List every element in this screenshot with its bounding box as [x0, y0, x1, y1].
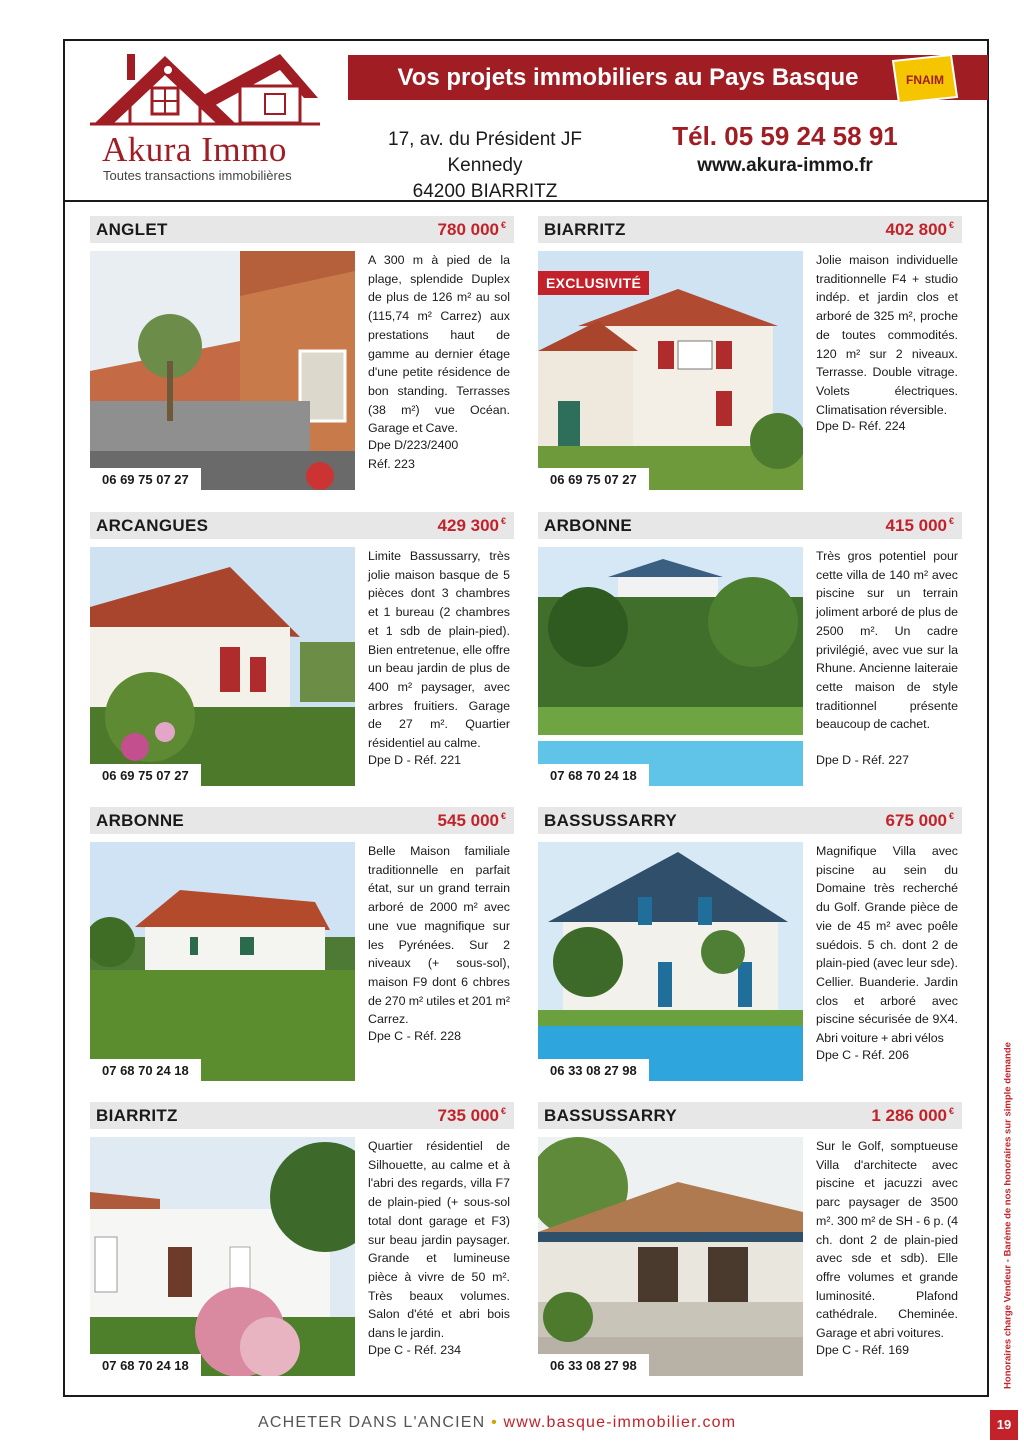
listing-city: ANGLET [96, 220, 168, 239]
listing-dpe: Dpe D/223/2400 [368, 438, 459, 452]
listing-price: 1 286 000 € [871, 1106, 954, 1125]
listing-city: BASSUSSARRY [544, 811, 678, 830]
listing-phone[interactable]: 06 69 75 07 27 [90, 764, 201, 786]
listing-header [538, 807, 962, 834]
listing-header [538, 1102, 962, 1129]
listing-description: Belle Maison familiale traditionnelle en parfait état, sur un grand terrain arboré de 2000 m² avec une vue magnifique sur les Pyrénées. Sur 2 niveaux (+ sous-sol), maison F9 dont 6 chbres de 270 m² utiles et 201 m² Carrez. [368, 844, 510, 1027]
listing-city: ARBONNE [96, 811, 185, 830]
agency-tagline: Toutes transactions immobilières [103, 168, 292, 183]
listing-phone[interactable]: 07 68 70 24 18 [90, 1059, 201, 1081]
exclusivity-badge: EXCLUSIVITÉ [538, 271, 649, 295]
listing-description: Très gros potentiel pour cette villa de 140 m² avec piscine sur un terrain joliment arboré de plus de 2500 m². Un cadre privilégié, avec vue sur la Rhune. Ancienne laiteraie cette maison de style traditionnel présente beaucoup de cachet. [816, 549, 958, 732]
listing-photo[interactable] [538, 1137, 803, 1376]
listing-dpe: Dpe D - Réf. 221 [368, 753, 461, 767]
listing-phone[interactable]: 06 33 08 27 98 [538, 1059, 649, 1081]
listing-price: 429 300 € [437, 516, 506, 535]
listing-header [90, 1102, 514, 1129]
listing-phone[interactable]: 06 69 75 07 27 [538, 468, 649, 490]
listing-card[interactable] [538, 512, 958, 787]
footer-prefix: ACHETER DANS L'ANCIEN [258, 1414, 486, 1431]
listing-description: Jolie maison individuelle traditionnelle F4 + studio indép. et jardin clos et arboré de 325 m², proche de toutes commodités. 120 m² sur 2 niveaux. Terrasse. Double vitrage. Volets électriques. Climatisation réversible. [816, 253, 958, 417]
listing-photo[interactable] [90, 547, 355, 786]
listing-dpe: Dpe C - Réf. 228 [368, 1029, 461, 1043]
fees-side-note-text: Honoraires charge Vendeur - Barème de nos honoraires sur simple demande [1002, 1042, 1014, 1389]
listing-phone[interactable]: 06 69 75 07 27 [90, 468, 201, 490]
listing-city: BASSUSSARRY [544, 1106, 678, 1125]
listing-header [90, 512, 514, 539]
agency-phone[interactable]: Tél. 05 59 24 58 91 [672, 121, 898, 151]
listing-description: Quartier résidentiel de Silhouette, au calme et à l'abri des regards, villa F7 de plain-pied (+ sous-sol total dont garage et F3) sur beau jardin paysager. Grande et lumineuse pièce à vivre de 50 m². Très beaux volumes. Salon d'été et abri bois dans le jardin. [368, 1139, 510, 1341]
agency-address [350, 127, 620, 205]
listing-description: Magnifique Villa avec piscine au sein du Domaine très recherché du Golf. Grande pièce de vie de 45 m² avec poêle suédois. 5 ch. dont 2 de plain-pied (avec leur sde). Cellier. Buanderie. Jardin clos et arboré avec piscine sécurisée de 9X4. Abri voiture + abri vélos [816, 844, 958, 1046]
listing-dpe: Dpe C - Réf. 169 [816, 1343, 909, 1357]
address-line2: 64200 BIARRITZ [412, 181, 558, 202]
listing-city: ARCANGUES [96, 516, 209, 535]
listing-photo[interactable] [538, 842, 803, 1081]
footer-url-link[interactable]: www.basque-immobilier.com [503, 1414, 737, 1431]
listing-price: 545 000 € [437, 811, 506, 830]
listing-price: 675 000 € [885, 811, 954, 830]
listing-price: 735 000 € [437, 1106, 506, 1125]
listing-header [90, 807, 514, 834]
listing-city: ARBONNE [544, 516, 633, 535]
listing-description: Sur le Golf, somptueuse Villa d'architecte avec piscine et jacuzzi avec parc paysager de 3500 m². 300 m² de SH - 6 p. (4 ch. dont 2 de plain-pied avec sde et sdb). Elle offre volumes et grande luminosité. Plafond cathédrale. Cheminée. Garage et abri voitures. [816, 1139, 958, 1341]
listing-card[interactable] [90, 512, 510, 787]
listing-dpe: Dpe D - Réf. 227 [816, 753, 909, 767]
footer-separator: • [491, 1414, 498, 1431]
fnaim-label: FNAIM [906, 73, 944, 87]
listing-description: Limite Bassussarry, très jolie maison basque de 5 pièces dont 3 chambres et 1 bureau (2 chambres et 1 sdb de plain-pied). Bien entretenue, elle offre un beau jardin de plus de 400 m² paysager, avec arbres fruitiers. Garage de 27 m². Quartier résidentiel au calme. [368, 549, 510, 751]
fees-side-note [996, 1042, 1016, 1395]
listing-price: 780 000 € [437, 220, 506, 239]
listing-ref: Réf. 223 [368, 457, 415, 471]
listing-card[interactable] [538, 216, 958, 491]
listing-dpe: Dpe C - Réf. 206 [816, 1048, 909, 1062]
listing-header [538, 216, 962, 243]
listing-photo[interactable] [90, 842, 355, 1081]
listing-card[interactable] [538, 807, 958, 1082]
page-number: 19 [990, 1410, 1018, 1440]
listing-description: A 300 m à pied de la plage, splendide Duplex de plus de 126 m² au sol (115,74 m² Carrez) aux prestations haut de gamme au dernier étage d'une petite résidence de bon standing. Terrasses (38 m²) vue Océan. Garage et Cave. [368, 253, 510, 436]
listing-card[interactable] [90, 216, 510, 491]
listing-card[interactable] [90, 807, 510, 1082]
listing-city: BIARRITZ [544, 220, 626, 239]
listing-price: 402 800 € [885, 220, 954, 239]
listing-phone[interactable]: 07 68 70 24 18 [90, 1354, 201, 1376]
listing-photo[interactable] [90, 1137, 355, 1376]
listing-dpe: Dpe C - Réf. 234 [368, 1343, 461, 1357]
address-line1: 17, av. du Président JF Kennedy [388, 129, 582, 176]
listing-card[interactable] [90, 1102, 510, 1377]
listing-dpe: Dpe D- Réf. 224 [816, 419, 906, 433]
fnaim-logo [889, 53, 959, 105]
listing-header [90, 216, 514, 243]
listing-photo[interactable] [90, 251, 355, 490]
agency-website-link[interactable]: www.akura-immo.fr [697, 155, 873, 176]
listing-price: 415 000 € [885, 516, 954, 535]
agency-name: Akura Immo [102, 130, 287, 169]
listing-phone[interactable]: 06 33 08 27 98 [538, 1354, 649, 1376]
footer [258, 1414, 736, 1432]
listing-card[interactable] [538, 1102, 958, 1377]
banner-title: Vos projets immobiliers au Pays Basque [397, 64, 859, 91]
listing-phone[interactable]: 07 68 70 24 18 [538, 764, 649, 786]
listing-header [538, 512, 962, 539]
listing-photo[interactable] [538, 251, 803, 490]
listing-photo[interactable] [538, 547, 803, 786]
listing-city: BIARRITZ [96, 1106, 178, 1125]
